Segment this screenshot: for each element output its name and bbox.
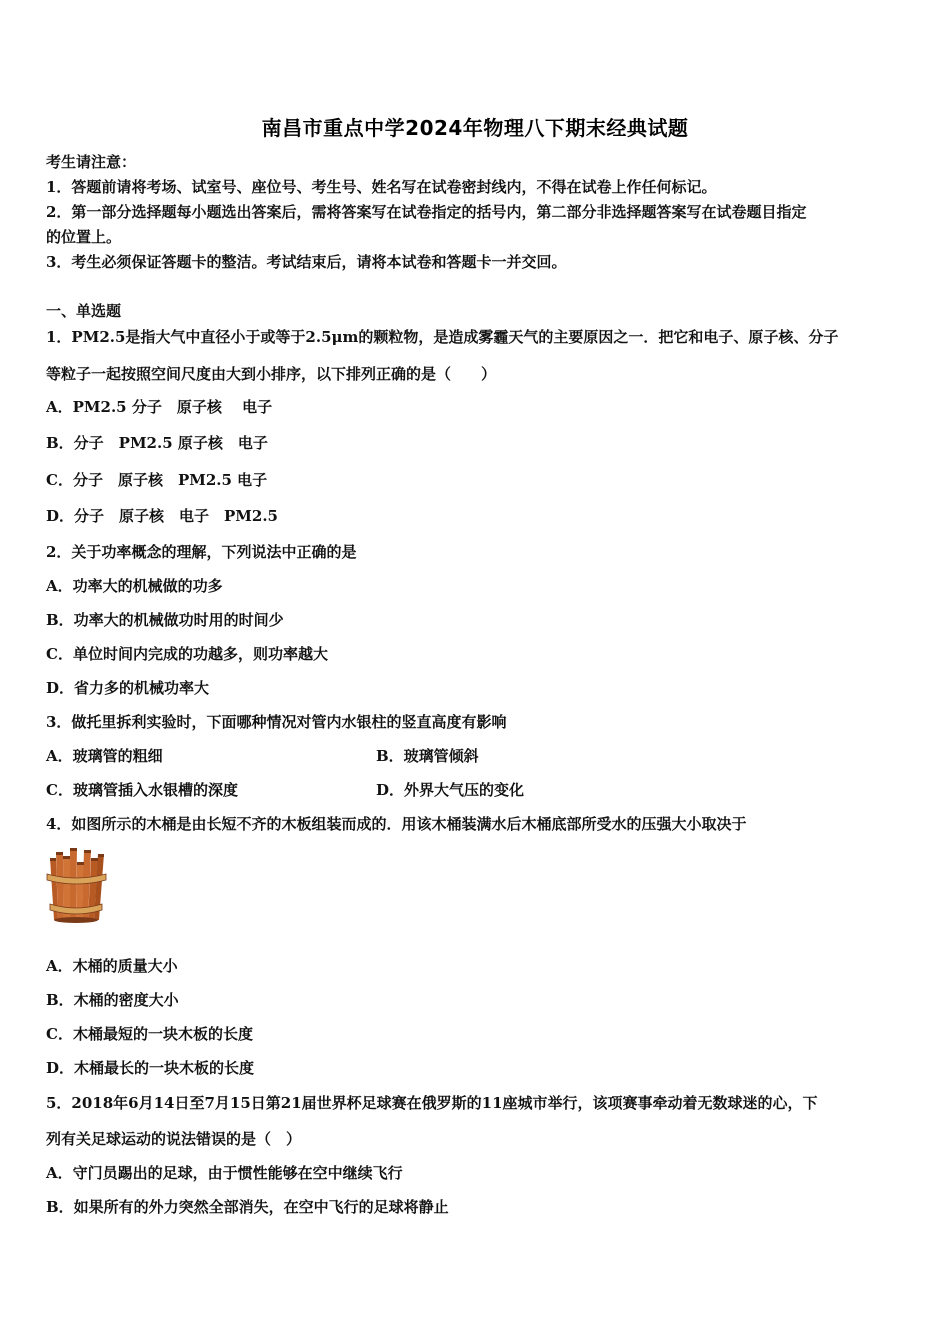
q4-option-b: B．木桶的密度大小 [46,991,179,1009]
page-title: 南昌市重点中学2024年物理八下期末经典试题 [261,116,689,140]
section-heading: 一、单选题 [46,302,122,320]
q2-option-b: B．功率大的机械做功时用的时间少 [46,611,284,629]
q1-stem-line2: 等粒子一起按照空间尺度由大到小排序，以下排列正确的是（ ） [46,365,497,383]
q2-option-c: C．单位时间内完成的功越多，则功率越大 [46,645,328,663]
q3-option-d: D．外界大气压的变化 [376,781,525,799]
q5-stem-line1: 5．2018年6月14日至7月15日第21届世界杯足球赛在俄罗斯的11座城市举行，该项赛事牵动着无数球迷的心，下 [46,1094,818,1112]
q1-option-d: D．分子 原子核 电子 PM2.5 [46,507,278,525]
q4-stem: 4．如图所示的木桶是由长短不齐的木板组装而成的．用该木桶装满水后木桶底部所受水的压强大小取决于 [46,815,747,833]
q5-option-a: A．守门员踢出的足球，由于惯性能够在空中继续飞行 [46,1164,403,1182]
wooden-bucket-image [44,844,108,924]
q3-option-a: A．玻璃管的粗细 [46,747,163,765]
q2-option-d: D．省力多的机械功率大 [46,679,210,697]
q1-option-c: C．分子 原子核 PM2.5 电子 [46,471,268,489]
q1-stem-line1: 1．PM2.5是指大气中直径小于或等于2.5μm的颗粒物，是造成雾霾天气的主要原因之一．把它和电子、原子核、分子 [46,328,839,346]
q5-stem-line2: 列有关足球运动的说法错误的是（ ） [46,1130,302,1148]
q3-option-b: B．玻璃管倾斜 [376,747,479,765]
q4-option-c: C．木桶最短的一块木板的长度 [46,1025,253,1043]
q1-option-a: A．PM2.5 分子 原子核 电子 [46,398,273,416]
bucket-base [54,917,98,923]
q3-stem: 3．做托里拆利实验时，下面哪种情况对管内水银柱的竖直高度有影响 [46,713,507,731]
q2-stem: 2．关于功率概念的理解，下列说法中正确的是 [46,543,357,561]
notice-item-3: 3．考生必须保证答题卡的整洁。考试结束后，请将本试卷和答题卡一并交回。 [46,253,567,271]
notice-item-2-cont: 的位置上。 [46,228,122,246]
q3-option-c: C．玻璃管插入水银槽的深度 [46,781,238,799]
q2-option-a: A．功率大的机械做的功多 [46,577,223,595]
q4-option-d: D．木桶最长的一块木板的长度 [46,1059,255,1077]
q4-option-a: A．木桶的质量大小 [46,957,178,975]
notice-heading: 考生请注意： [46,153,137,171]
notice-item-2: 2．第一部分选择题每小题选出答案后，需将答案写在试卷指定的括号内，第二部分非选择题答案写在试卷题目指定 [46,203,807,221]
q1-option-b: B．分子 PM2.5 原子核 电子 [46,434,268,452]
q5-option-b: B．如果所有的外力突然全部消失，在空中飞行的足球将静止 [46,1198,449,1216]
notice-item-1: 1．答题前请将考场、试室号、座位号、考生号、姓名写在试卷密封线内，不得在试卷上作任何标记。 [46,178,717,196]
